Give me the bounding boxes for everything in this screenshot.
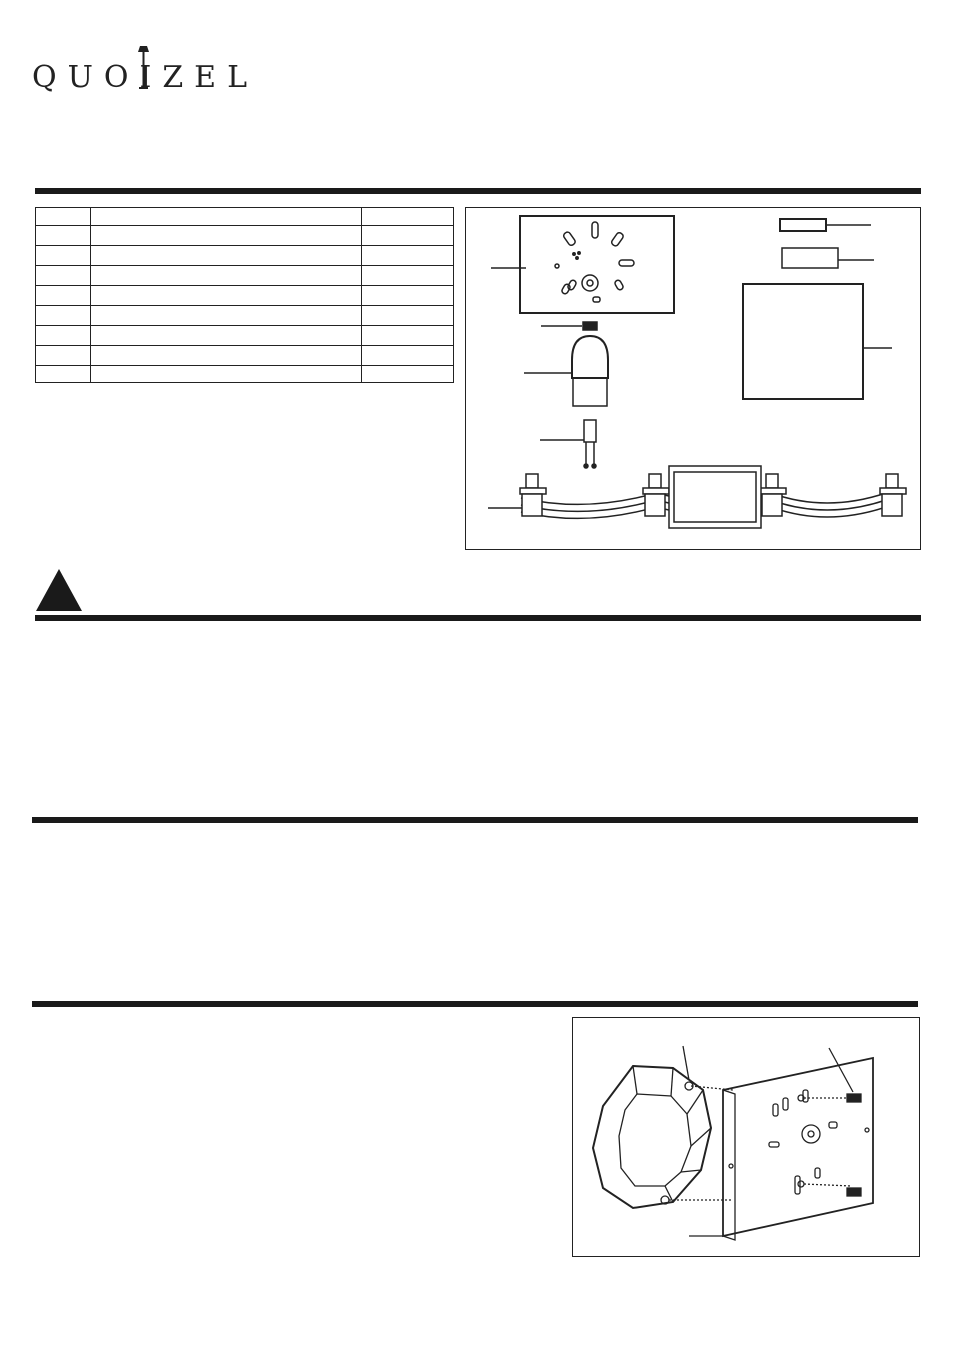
table-column-divider [361,208,362,382]
parts-diagram [465,207,921,550]
section-rule [32,1001,918,1007]
brand-logo-text: QUOIZEL [32,60,258,95]
parts-list-table [35,207,454,383]
table-row [36,245,453,246]
brand-logo [30,40,258,100]
section-rule [32,817,918,823]
table-row [36,365,453,366]
header-rule [35,188,921,194]
table-row [36,225,453,226]
table-row [36,325,453,326]
table-row [36,305,453,306]
table-row [36,285,453,286]
table-row [36,345,453,346]
table-column-divider [90,208,91,382]
table-row [36,265,453,266]
section-rule [35,615,921,621]
warning-triangle-icon [35,568,83,612]
mounting-diagram [572,1017,920,1257]
